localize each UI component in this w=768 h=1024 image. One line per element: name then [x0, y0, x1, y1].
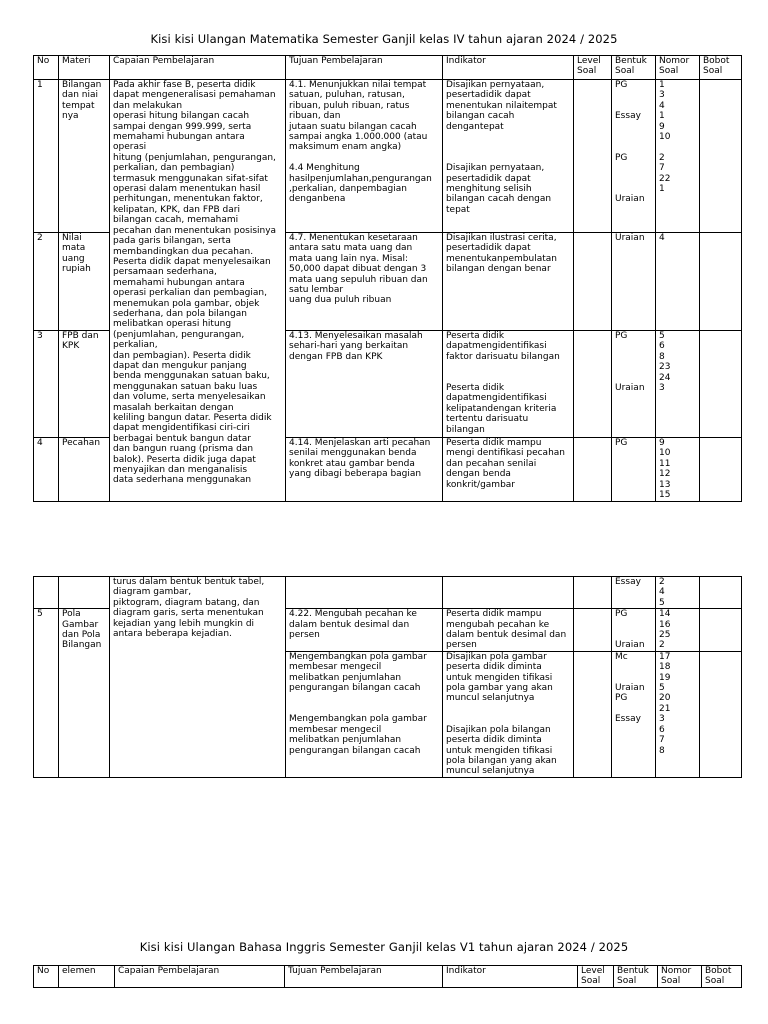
math-kisi-table: [33, 55, 742, 502]
row-level: [574, 233, 612, 331]
table-header-row: [34, 56, 742, 80]
row-indikator: Peserta didik mampu mengi dentifikasi pecahan dan pecahan senilai dengan benda konkrit/gambar: [443, 438, 574, 502]
row-materi: Pecahan: [59, 438, 110, 502]
row-indikator: Disajikan pola gambar peserta didik diminta untuk mengiden tifikasi pola gambar yang akan muncul selanjutnya Disajikan pola bilangan peserta didik diminta untuk mengiden tifikasi pola bilangan yang akan muncul selanjutnya: [443, 651, 574, 777]
row-indikator: [443, 577, 574, 609]
header-nomor: Nomor Soal: [656, 56, 700, 80]
header-nomor: Nomor Soal: [658, 966, 702, 988]
math-title: Kisi kisi Ulangan Matematika Semester Ganjil kelas IV tahun ajaran 2024 / 2025: [150, 32, 618, 46]
row-bobot: [700, 577, 742, 609]
row-bentuk: PG Uraian: [612, 331, 656, 438]
row-bobot: [700, 331, 742, 438]
header-materi: Materi: [59, 56, 110, 80]
row-no: 1: [34, 80, 59, 233]
row-materi: Pola Gambar dan Pola Bilangan: [59, 609, 110, 778]
row-level: [574, 651, 612, 777]
english-title: Kisi kisi Ulangan Bahasa Inggris Semester Ganjil kelas V1 tahun ajaran 2024 / 2025: [139, 940, 629, 954]
header-bentuk: Bentuk Soal: [614, 966, 658, 988]
row-bentuk: Mc Uraian PG Essay: [612, 651, 656, 777]
capaian-cell-continued: turus dalam bentuk bentuk tabel, diagram gambar, piktogram, diagram batang, dan diagram garis, serta menentukan kejadian yang lebih mungkin di antara beberapa kejadian.: [110, 577, 286, 778]
row-bentuk: Uraian: [612, 233, 656, 331]
header-tujuan: Tujuan Pembelajaran: [286, 56, 443, 80]
row-nomor: 5 6 8 23 24 3: [656, 331, 700, 438]
table-row: [34, 577, 742, 609]
header-elemen: elemen: [59, 966, 115, 988]
row-materi: [59, 577, 110, 609]
row-bobot: [700, 609, 742, 652]
row-bentuk: PG Uraian: [612, 609, 656, 652]
header-bobot: Bobot Soal: [702, 966, 742, 988]
row-bentuk: PG Essay PG Uraian: [612, 80, 656, 233]
row-bentuk: PG: [612, 438, 656, 502]
row-no: 3: [34, 331, 59, 438]
math-kisi-table-continued: [33, 576, 742, 778]
row-nomor: 1 3 4 1 9 10 2 7 22 1: [656, 80, 700, 233]
row-tujuan: 4.13. Menyelesaikan masalah sehari-hari yang berkaitan dengan FPB dan KPK: [286, 331, 443, 438]
header-bobot: Bobot Soal: [700, 56, 742, 80]
row-nomor: 9 10 11 12 13 15: [656, 438, 700, 502]
row-nomor: 17 18 19 5 20 21 3 6 7 8: [656, 651, 700, 777]
row-no: 2: [34, 233, 59, 331]
row-indikator: Peserta didik dapatmengidentifikasi faktor darisuatu bilangan Peserta didik dapatmengidentifikasi kelipatandengan kriteria tertentu darisuatu bilangan: [443, 331, 574, 438]
header-bentuk: Bentuk Soal: [612, 56, 656, 80]
row-materi: Bilangan dan niai tempat nya: [59, 80, 110, 233]
row-level: [574, 80, 612, 233]
row-tujuan: 4.1. Menunjukkan nilai tempat satuan, puluhan, ratusan, ribuan, puluh ribuan, ratus ribuan, dan jutaan suatu bilangan cacah sampai angka 1.000.000 (atau maksimum enam angka) 4.4 Menghitung hasilpenjumlahan,pengurangan ,perkalian, danpembagian denganbena: [286, 80, 443, 233]
row-tujuan: [286, 577, 443, 609]
row-indikator: Disajikan ilustrasi cerita, pesertadidik dapat menentukanpembulatan bilangan dengan benar: [443, 233, 574, 331]
row-nomor: 14 16 25 2: [656, 609, 700, 652]
row-tujuan: 4.7. Menentukan kesetaraan antara satu mata uang dan mata uang lain nya. Misal: 50,000 dapat dibuat dengan 3 mata uang sepuluh ribuan dan satu lembar uang dua puluh ribuan: [286, 233, 443, 331]
header-indikator: Indikator: [443, 56, 574, 80]
row-materi: FPB dan KPK: [59, 331, 110, 438]
english-kisi-table: [33, 965, 742, 988]
row-no: [34, 577, 59, 609]
header-no: No: [34, 966, 59, 988]
row-level: [574, 438, 612, 502]
header-indikator: Indikator: [443, 966, 578, 988]
row-bobot: [700, 651, 742, 777]
row-bobot: [700, 80, 742, 233]
row-level: [574, 609, 612, 652]
row-bentuk: Essay: [612, 577, 656, 609]
row-no: 5: [34, 609, 59, 778]
table-row: [34, 80, 742, 233]
row-nomor: 2 4 5: [656, 577, 700, 609]
header-capaian: Capaian Pembelajaran: [115, 966, 285, 988]
row-tujuan: Mengembangkan pola gambar membesar mengecil melibatkan penjumlahan pengurangan bilangan cacah Mengembangkan pola gambar membesar mengecil melibatkan penjumlahan pengurangan bilangan cacah: [286, 651, 443, 777]
row-materi: Nilai mata uang rupiah: [59, 233, 110, 331]
row-no: 4: [34, 438, 59, 502]
row-indikator: Peserta didik mampu mengubah pecahan ke dalam bentuk desimal dan persen: [443, 609, 574, 652]
row-nomor: 4: [656, 233, 700, 331]
header-level: Level Soal: [578, 966, 614, 988]
header-tujuan: Tujuan Pembelajaran: [285, 966, 443, 988]
row-level: [574, 577, 612, 609]
row-tujuan: 4.14. Menjelaskan arti pecahan senilai menggunakan benda konkret atau gambar benda yang dibagi beberapa bagian: [286, 438, 443, 502]
table-header-row: [34, 966, 742, 988]
row-bobot: [700, 233, 742, 331]
row-indikator: Disajikan pernyataan, pesertadidik dapat menentukan nilaitempat bilangan cacah dengantepat Disajikan pernyataan, pesertadidik dapat menghitung selisih bilangan cacah dengan tepat: [443, 80, 574, 233]
header-capaian: Capaian Pembelajaran: [110, 56, 286, 80]
header-level: Level Soal: [574, 56, 612, 80]
row-tujuan: 4.22. Mengubah pecahan ke dalam bentuk desimal dan persen: [286, 609, 443, 652]
row-bobot: [700, 438, 742, 502]
row-level: [574, 331, 612, 438]
header-no: No: [34, 56, 59, 80]
capaian-cell: Pada akhir fase B, peserta didik dapat mengeneralisasi pemahaman dan melakukan operasi hitung bilangan cacah sampai dengan 999.999, serta memahami hubungan antara operasi hitung (penjumlahan, pengurangan, perkalian, dan pembagian) termasuk menggunakan sifat-sifat operasi dalam menentukan hasil perhitungan, menentukan faktor, kelipatan, KPK, dan FPB dari bilangan cacah, memahami pecahan dan menentukan posisinya pada garis bilangan, serta membandingkan dua pecahan. Peserta didik dapat menyelesaikan persamaan sederhana, memahami hubungan antara operasi perkalian dan pembagian, menemukan pola gambar, objek sederhana, dan pola bilangan melibatkan operasi hitung (penjumlahan, pengurangan, perkalian, dan pembagian). Peserta didik dapat dan mengukur panjang benda menggunakan satuan baku, menggunakan satuan baku luas dan volume, serta menyelesaikan masalah berkaitan dengan keliling bangun datar. Peserta didik dapat mengidentifikasi ciri-ciri berbagai bentuk bangun datar dan bangun ruang (prisma dan balok). Peserta didik juga dapat menyajikan dan menganalisis data sederhana menggunakan: [110, 80, 286, 502]
